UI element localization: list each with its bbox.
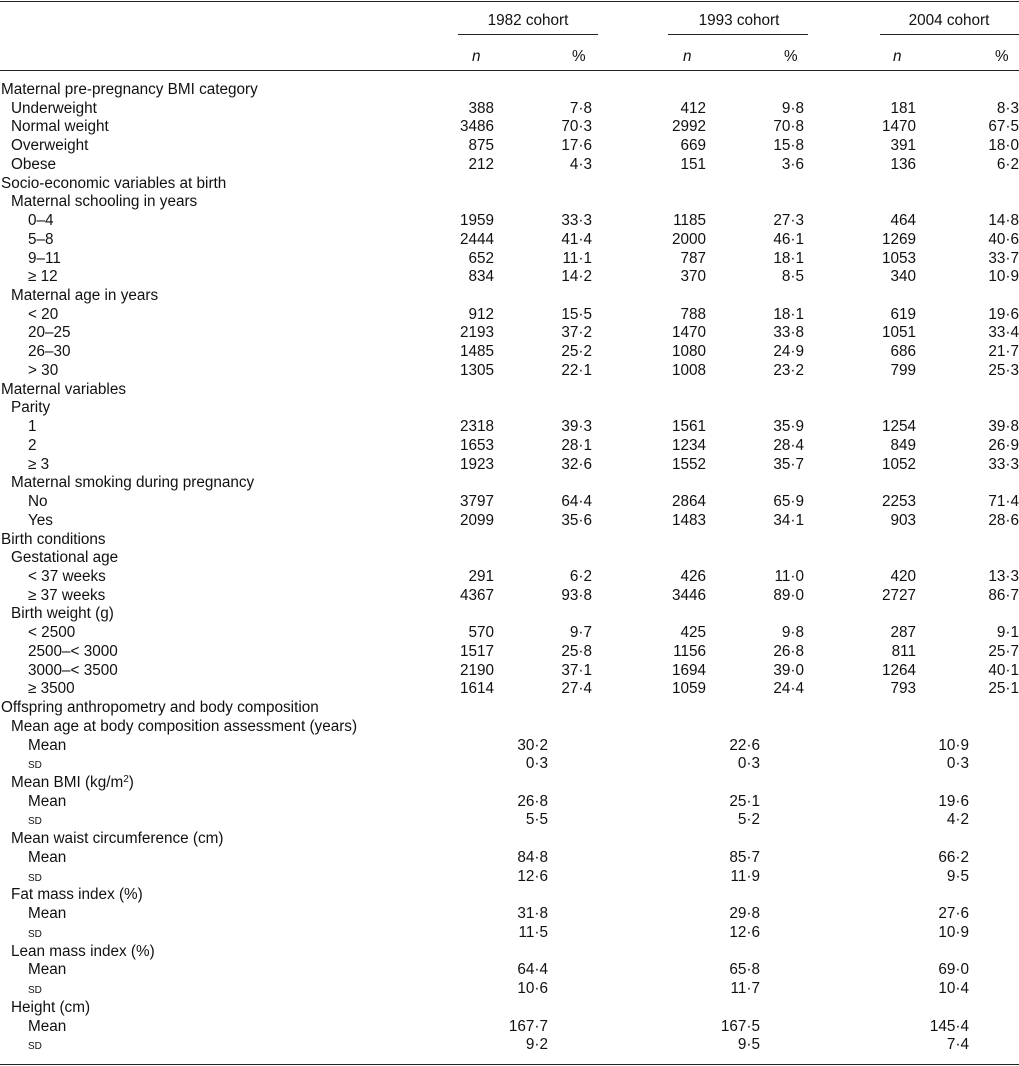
pct-value: 39·3 [561, 418, 592, 436]
row-label: Normal weight [11, 118, 109, 136]
n-value: 2000 [671, 230, 706, 248]
table-row [0, 586, 1019, 605]
row-label: ≥ 3500 [28, 680, 75, 698]
measure-title-end: ) [128, 774, 134, 791]
n-value: 4367 [459, 586, 494, 604]
pct-value: 6·2 [569, 567, 592, 585]
mean-value: 85·7 [729, 848, 760, 866]
n-value: 2727 [881, 586, 916, 604]
sd-label: sd [28, 867, 42, 884]
pct-value: 24·4 [773, 680, 804, 698]
mean-value: 167·5 [720, 1017, 760, 1035]
row-label: > 30 [28, 361, 59, 379]
pct-value: 9·7 [569, 624, 592, 642]
n-header-1982: n [472, 48, 481, 65]
n-value: 1008 [671, 361, 706, 379]
n-value: 181 [890, 99, 916, 117]
pct-value: 70·3 [561, 118, 592, 136]
sd-value: 7·4 [946, 1036, 969, 1054]
n-value: 287 [890, 624, 916, 642]
pct-value: 17·6 [561, 137, 592, 155]
row-label: 26–30 [28, 343, 71, 361]
pct-value: 33·4 [988, 324, 1019, 342]
n-value: 788 [680, 305, 706, 323]
n-value: 1470 [671, 324, 706, 342]
subsection-measure [0, 885, 1019, 904]
subsection-measure [0, 829, 1019, 848]
pct-value: 33·7 [988, 249, 1019, 267]
n-value: 849 [890, 436, 916, 454]
cohort-1982-underline [458, 34, 598, 35]
pct-value: 26·9 [988, 436, 1019, 454]
sd-value: 10·4 [938, 980, 969, 998]
pct-value: 35·7 [773, 455, 804, 473]
n-value: 1653 [459, 436, 494, 454]
section-bmi [0, 80, 1019, 99]
row-label: 9–11 [28, 249, 61, 267]
n-value: 1156 [673, 642, 706, 660]
cohort-1993-underline [668, 34, 808, 35]
mean-value: 25·1 [729, 792, 760, 810]
pct-value: 18·1 [773, 249, 804, 267]
subsection-measure [0, 717, 1019, 736]
n-value: 151 [680, 155, 706, 173]
n-value: 391 [890, 137, 916, 155]
subsection-gestational-age [0, 548, 1019, 567]
mean-value: 84·8 [517, 848, 548, 866]
subsection-measure [0, 998, 1019, 1017]
table-row-mean [0, 1017, 1019, 1036]
n-value: 2193 [459, 324, 494, 342]
row-label: ≥ 3 [28, 455, 50, 473]
n-value: 2190 [459, 661, 494, 679]
pct-value: 3·6 [781, 155, 804, 173]
sd-value: 10·6 [517, 980, 548, 998]
pct-value: 24·9 [773, 343, 804, 361]
measure-title [11, 773, 134, 792]
pct-value: 64·4 [561, 493, 592, 511]
pct-value: 15·5 [561, 305, 592, 323]
mean-value: 31·8 [517, 905, 548, 923]
pct-header-1993: % [784, 48, 798, 65]
table-row [0, 642, 1019, 661]
pct-value: 7·8 [569, 99, 592, 117]
sd-value: 0·3 [946, 755, 969, 773]
n-value: 3797 [459, 493, 494, 511]
pct-value: 37·2 [561, 324, 592, 342]
n-value: 388 [468, 99, 494, 117]
mean-value: 64·4 [517, 961, 548, 979]
section-title: Maternal variables [1, 380, 126, 398]
table-row [0, 436, 1019, 455]
n-value: 420 [890, 567, 916, 585]
n-value: 1485 [459, 343, 494, 361]
n-value: 464 [890, 212, 916, 230]
pct-value: 27·3 [773, 212, 804, 230]
subsection-title: Maternal smoking during pregnancy [11, 474, 255, 492]
mean-value: 69·0 [938, 961, 969, 979]
pct-value: 11·1 [562, 249, 592, 267]
subsection-smoking [0, 473, 1019, 492]
pct-value: 33·8 [773, 324, 804, 342]
mean-value: 145·4 [929, 1017, 969, 1035]
n-value: 912 [468, 305, 494, 323]
mean-value: 22·6 [729, 736, 760, 754]
table-row [0, 323, 1019, 342]
row-label: 1 [28, 418, 37, 436]
mean-value: 29·8 [729, 905, 760, 923]
n-value: 2099 [459, 511, 494, 529]
n-value: 834 [468, 268, 494, 286]
n-value: 669 [680, 137, 706, 155]
row-label: 20–25 [28, 324, 71, 342]
table-row-mean [0, 904, 1019, 923]
cohort-1993-header: 1993 cohort [698, 12, 780, 29]
n-value: 1552 [671, 455, 706, 473]
n-value: 903 [890, 511, 916, 529]
n-value: 1053 [881, 249, 916, 267]
row-label: 2500–< 3000 [28, 642, 118, 660]
table-row [0, 361, 1019, 380]
mean-value: 65·8 [729, 961, 760, 979]
n-value: 2992 [671, 118, 706, 136]
n-value: 426 [680, 567, 706, 585]
mean-label: Mean [28, 1017, 67, 1035]
mean-value: 30·2 [517, 736, 548, 754]
row-label: Overweight [11, 137, 89, 155]
pct-value: 25·2 [561, 343, 592, 361]
pct-value: 9·8 [781, 99, 804, 117]
pct-value: 15·8 [773, 137, 804, 155]
table-row [0, 342, 1019, 361]
measure-title: Mean age at body composition assessment (years) [11, 717, 358, 735]
table-row-sd [0, 923, 1019, 942]
n-value: 686 [890, 343, 916, 361]
mean-value: 19·6 [938, 792, 969, 810]
n-value: 787 [680, 249, 706, 267]
n-value: 412 [680, 99, 706, 117]
mean-value: 27·6 [938, 905, 969, 923]
pct-value: 89·0 [773, 586, 804, 604]
cohort-2004-underline [880, 34, 1019, 35]
sd-value: 0·3 [525, 755, 548, 773]
cohort-2004-header: 2004 cohort [908, 12, 990, 29]
row-label: < 2500 [28, 624, 76, 642]
pct-value: 10·9 [988, 268, 1019, 286]
sd-value: 11·9 [730, 867, 760, 885]
pct-value: 35·6 [561, 511, 592, 529]
n-value: 1959 [459, 212, 494, 230]
pct-value: 21·7 [988, 343, 1019, 361]
pct-header-2004: % [995, 48, 1009, 65]
table-row-mean [0, 960, 1019, 979]
sd-value: 0·3 [737, 755, 760, 773]
pct-value: 6·2 [996, 155, 1019, 173]
n-value: 1051 [881, 324, 916, 342]
table-row [0, 661, 1019, 680]
table-row [0, 492, 1019, 511]
pct-value: 39·8 [988, 418, 1019, 436]
n-value: 1517 [459, 642, 494, 660]
table-row [0, 230, 1019, 249]
n-value: 1269 [881, 230, 916, 248]
section-title: Socio-economic variables at birth [1, 174, 227, 192]
pct-value: 18·0 [988, 137, 1019, 155]
row-label: Obese [11, 155, 57, 173]
mean-label: Mean [28, 848, 67, 866]
pct-value: 65·9 [773, 493, 804, 511]
sd-label: sd [28, 980, 42, 997]
row-label: 0–4 [28, 212, 54, 230]
n-value: 2253 [881, 493, 916, 511]
measure-title: Lean mass index (%) [11, 942, 155, 960]
n-value: 370 [680, 268, 706, 286]
section-offspring [0, 698, 1019, 717]
table-row-sd [0, 867, 1019, 886]
row-label: 3000–< 3500 [28, 661, 118, 679]
n-value: 212 [468, 155, 494, 173]
row-label: 2 [28, 436, 37, 454]
sd-value: 12·6 [517, 867, 548, 885]
sd-value: 4·2 [946, 811, 969, 829]
subsection-measure [0, 773, 1019, 792]
table-row-mean [0, 792, 1019, 811]
pct-value: 14·8 [988, 212, 1019, 230]
pct-value: 67·5 [988, 118, 1019, 136]
pct-value: 71·4 [988, 493, 1019, 511]
row-label: ≥ 12 [28, 268, 58, 286]
table-row-mean [0, 736, 1019, 755]
n-value: 136 [890, 155, 916, 173]
row-label: ≥ 37 weeks [28, 586, 106, 604]
n-header-2004: n [893, 48, 902, 65]
subsection-title: Birth weight (g) [11, 605, 114, 623]
pct-value: 25·8 [561, 642, 592, 660]
n-value: 1185 [673, 212, 706, 230]
n-value: 570 [468, 624, 494, 642]
pct-value: 39·0 [773, 661, 804, 679]
pct-value: 19·6 [988, 305, 1019, 323]
measure-title: Height (cm) [11, 998, 91, 1016]
row-label: Yes [28, 511, 53, 529]
subsection-birth-weight [0, 604, 1019, 623]
pct-value: 70·8 [773, 118, 804, 136]
measure-title-text: Mean BMI (kg/m [11, 774, 124, 791]
sd-value: 9·5 [737, 1036, 760, 1054]
pct-value: 86·7 [988, 586, 1019, 604]
table-top-rule [0, 1, 1019, 2]
table-row [0, 136, 1019, 155]
pct-value: 18·1 [773, 305, 804, 323]
n-value: 799 [890, 361, 916, 379]
n-value: 652 [468, 249, 494, 267]
subsection-title: Maternal schooling in years [11, 193, 198, 211]
pct-value: 35·9 [773, 418, 804, 436]
sd-label: sd [28, 1036, 42, 1053]
table-row [0, 623, 1019, 642]
table-row [0, 99, 1019, 118]
pct-value: 40·1 [988, 661, 1019, 679]
section-title: Maternal pre-pregnancy BMI category [1, 81, 258, 98]
sd-label: sd [28, 923, 42, 940]
table-bottom-rule [0, 1064, 1019, 1065]
pct-value: 46·1 [773, 230, 804, 248]
subsection-title: Parity [11, 399, 51, 417]
sd-value: 11·7 [730, 980, 760, 998]
sd-value: 11·5 [518, 923, 548, 941]
pct-value: 22·1 [561, 361, 592, 379]
subsection-title: Maternal age in years [11, 287, 159, 305]
n-value: 619 [890, 305, 916, 323]
pct-value: 28·4 [773, 436, 804, 454]
pct-value: 25·3 [988, 361, 1019, 379]
pct-value: 93·8 [561, 586, 592, 604]
n-value: 1059 [671, 680, 706, 698]
section-maternal [0, 380, 1019, 399]
pct-value: 32·6 [561, 455, 592, 473]
table-row [0, 249, 1019, 268]
measure-title-superscript: 2 [123, 774, 129, 785]
table-row-sd [0, 979, 1019, 998]
n-value: 1694 [671, 661, 706, 679]
pct-header-1982: % [572, 48, 586, 65]
table-row-mean [0, 848, 1019, 867]
row-label: < 37 weeks [28, 567, 106, 585]
section-title: Offspring anthropometry and body composition [1, 699, 319, 717]
subsection-parity [0, 398, 1019, 417]
mean-value: 167·7 [508, 1017, 548, 1035]
subsection-schooling [0, 192, 1019, 211]
row-label: No [28, 493, 48, 511]
pct-value: 14·2 [561, 268, 592, 286]
sd-value: 5·5 [525, 811, 548, 829]
table-row [0, 455, 1019, 474]
table-row [0, 267, 1019, 286]
n-value: 2864 [671, 493, 706, 511]
table-row [0, 305, 1019, 324]
section-birth [0, 530, 1019, 549]
subsection-maternal-age [0, 286, 1019, 305]
sd-label: sd [28, 755, 42, 772]
pct-value: 23·2 [773, 361, 804, 379]
sd-value: 5·2 [737, 811, 760, 829]
table-row-sd [0, 1035, 1019, 1054]
pct-value: 33·3 [561, 212, 592, 230]
section-title: Birth conditions [1, 530, 106, 548]
measure-title: Mean waist circumference (cm) [11, 830, 224, 848]
pct-value: 40·6 [988, 230, 1019, 248]
sd-value: 9·5 [946, 867, 969, 885]
n-value: 811 [891, 642, 916, 660]
row-label: < 20 [28, 305, 59, 323]
n-value: 2444 [459, 230, 494, 248]
mean-value: 26·8 [517, 792, 548, 810]
pct-value: 34·1 [773, 511, 804, 529]
pct-value: 27·4 [561, 680, 592, 698]
n-value: 291 [468, 567, 494, 585]
row-label: Underweight [11, 99, 97, 117]
subsection-title: Gestational age [11, 549, 119, 567]
pct-value: 13·3 [988, 567, 1019, 585]
n-value: 340 [890, 268, 916, 286]
pct-value: 8·3 [996, 99, 1019, 117]
n-header-1993: n [683, 48, 692, 65]
pct-value: 41·4 [561, 230, 592, 248]
n-value: 1470 [881, 118, 916, 136]
n-value: 2318 [459, 418, 494, 436]
pct-value: 4·3 [569, 155, 592, 173]
header-bottom-rule [0, 70, 1019, 71]
mean-label: Mean [28, 961, 67, 979]
measure-title: Fat mass index (%) [11, 886, 143, 904]
n-value: 1254 [881, 418, 916, 436]
table-row [0, 211, 1019, 230]
row-label: 5–8 [28, 230, 54, 248]
mean-label: Mean [28, 736, 67, 754]
pct-value: 25·7 [988, 642, 1019, 660]
n-value: 3486 [459, 118, 494, 136]
mean-label: Mean [28, 792, 67, 810]
sd-value: 9·2 [525, 1036, 548, 1054]
n-value: 1234 [671, 436, 706, 454]
pct-value: 28·6 [988, 511, 1019, 529]
n-value: 793 [890, 680, 916, 698]
table-row [0, 417, 1019, 436]
sd-label: sd [28, 811, 42, 828]
table-row [0, 511, 1019, 530]
n-value: 1305 [459, 361, 494, 379]
table-row [0, 679, 1019, 698]
pct-value: 28·1 [561, 436, 592, 454]
pct-value: 8·5 [781, 268, 804, 286]
cohort-1982-header: 1982 cohort [487, 12, 569, 29]
table-row [0, 155, 1019, 174]
n-value: 1052 [881, 455, 916, 473]
table-row [0, 117, 1019, 136]
n-value: 3446 [671, 586, 706, 604]
table-row-sd [0, 810, 1019, 829]
mean-value: 66·2 [938, 848, 969, 866]
n-value: 1614 [459, 680, 494, 698]
pct-value: 11·0 [774, 567, 804, 585]
subsection-measure [0, 942, 1019, 961]
pct-value: 37·1 [561, 661, 592, 679]
n-value: 1080 [671, 343, 706, 361]
pct-value: 26·8 [773, 642, 804, 660]
n-value: 1264 [881, 661, 916, 679]
table-row [0, 567, 1019, 586]
n-value: 425 [680, 624, 706, 642]
pct-value: 25·1 [988, 680, 1019, 698]
pct-value: 9·8 [781, 624, 804, 642]
n-value: 1561 [671, 418, 706, 436]
mean-label: Mean [28, 905, 67, 923]
sd-value: 10·9 [938, 923, 969, 941]
n-value: 1923 [459, 455, 494, 473]
pct-value: 9·1 [996, 624, 1019, 642]
pct-value: 33·3 [988, 455, 1019, 473]
section-ses [0, 174, 1019, 193]
sd-value: 12·6 [729, 923, 760, 941]
mean-value: 10·9 [938, 736, 969, 754]
table-row-sd [0, 754, 1019, 773]
n-value: 1483 [671, 511, 706, 529]
n-value: 875 [468, 137, 494, 155]
